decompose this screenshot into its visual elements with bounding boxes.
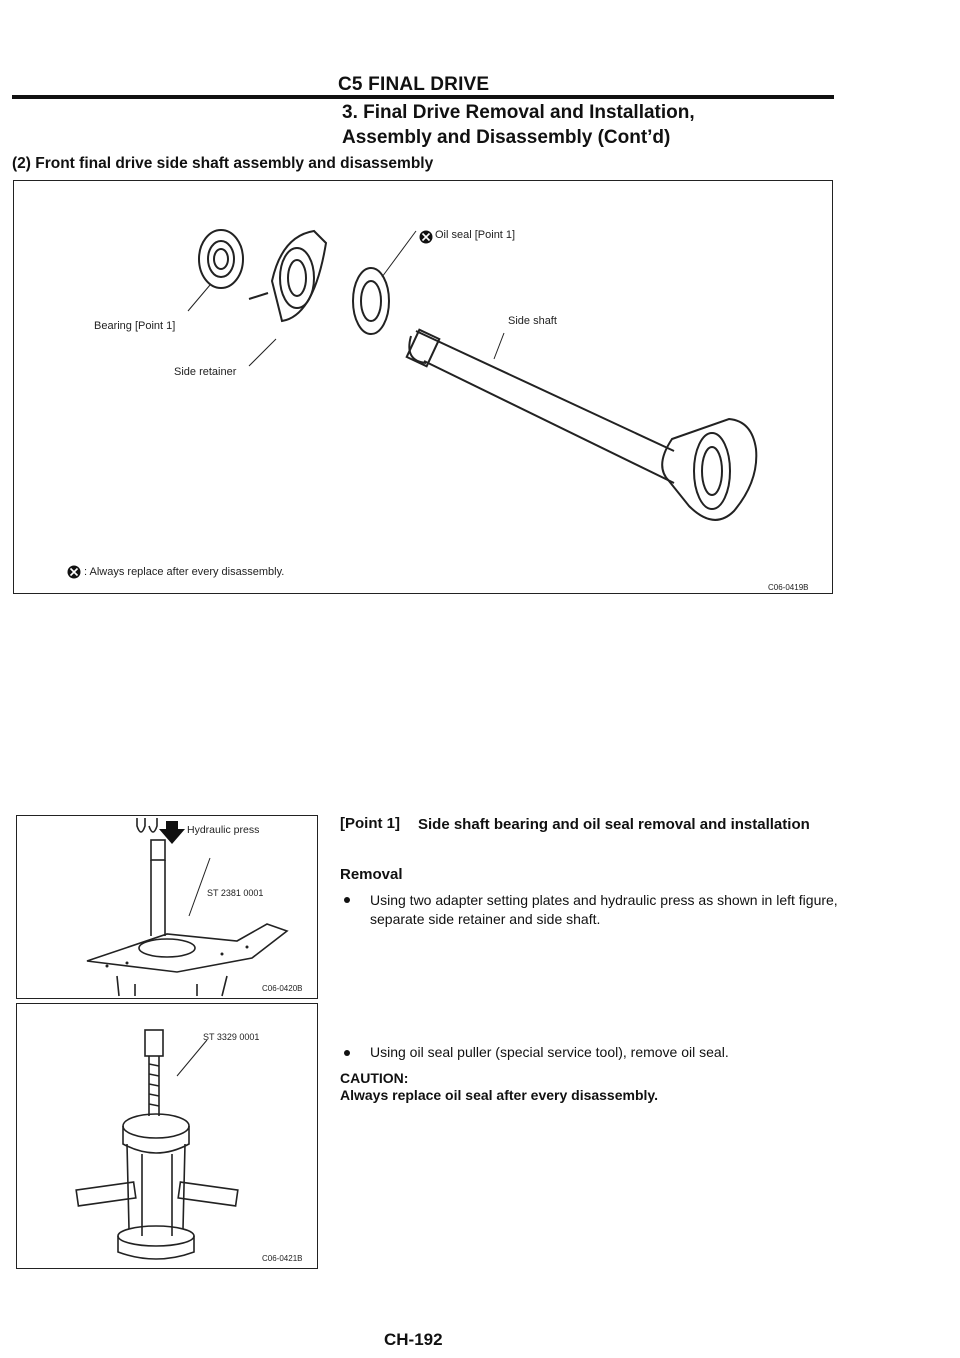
figure-code: C06-0419B — [768, 583, 809, 592]
figure-oil-seal-puller — [16, 1003, 318, 1269]
header-rule — [12, 95, 834, 99]
press-drawing — [17, 816, 319, 1000]
bearing-drawing — [199, 230, 243, 288]
bullet-icon — [344, 1050, 350, 1056]
section-title-line1: 3. Final Drive Removal and Installation, — [342, 102, 695, 123]
oil-seal-drawing — [353, 268, 389, 334]
page-number: CH-192 — [384, 1330, 443, 1349]
label-side-shaft: Side shaft — [508, 315, 557, 327]
section-title-line2: Assembly and Disassembly (Cont’d) — [342, 127, 671, 148]
figure-code: C06-0420B — [262, 984, 303, 993]
label-oil-seal: Oil seal [Point 1] — [435, 229, 516, 241]
adapter-plate — [87, 924, 287, 972]
label-hydraulic-press: Hydraulic press — [187, 824, 260, 836]
caution-label: CAUTION: — [340, 1070, 409, 1086]
chapter-title: C5 FINAL DRIVE — [338, 74, 490, 95]
removal-heading: Removal — [340, 866, 403, 883]
label-side-retainer: Side retainer — [174, 366, 237, 378]
removal-step-2: Using oil seal puller (special service tool), remove oil seal. — [370, 1044, 729, 1060]
label-tool-st3329: ST 3329 0001 — [203, 1032, 260, 1042]
figure-exploded-view — [13, 180, 833, 594]
label-tool-st2381: ST 2381 0001 — [207, 888, 264, 898]
bullet-icon — [344, 897, 350, 903]
removal-step-1: Using two adapter setting plates and hydraulic press as shown in left figure, separate side retainer and side shaft. — [370, 892, 838, 927]
figure-code: C06-0421B — [262, 1254, 303, 1263]
subheading: (2) Front final drive side shaft assembly and disassembly — [12, 155, 434, 172]
point-title: Side shaft bearing and oil seal removal and installation — [418, 816, 810, 833]
label-bearing: Bearing [Point 1] — [94, 320, 176, 332]
figure-legend: : Always replace after every disassembly. — [84, 566, 285, 578]
point-label: [Point 1] — [340, 815, 400, 832]
exploded-drawing — [14, 181, 834, 595]
caution-text: Always replace oil seal after every disassembly. — [340, 1087, 659, 1103]
figure-hydraulic-press — [16, 815, 318, 999]
puller-drawing — [17, 1004, 319, 1270]
